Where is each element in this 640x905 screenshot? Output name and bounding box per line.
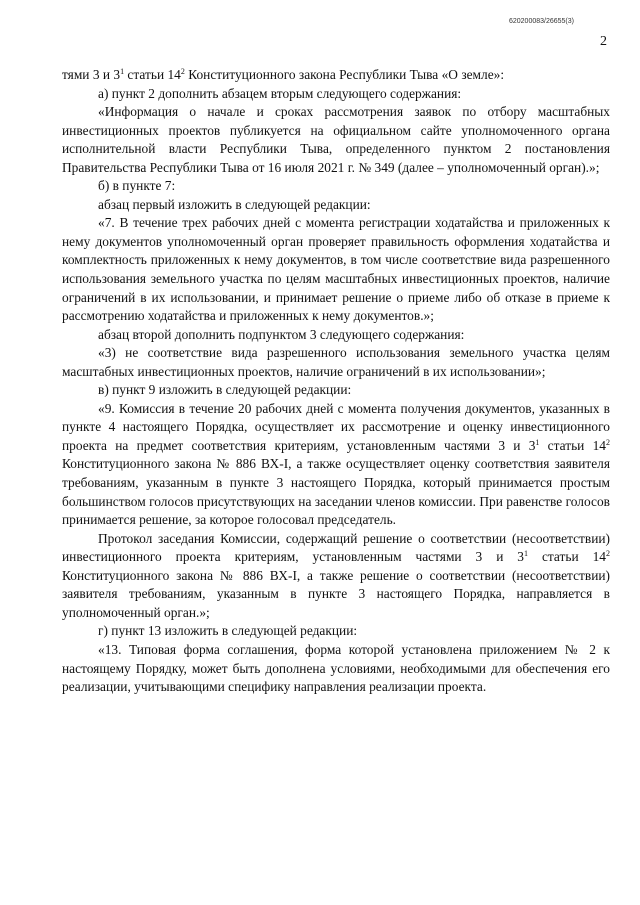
paragraph: «7. В течение трех рабочих дней с момента регистрации ходатайства и приложенных к нему документов уполномоченный орган проверяет правильность оформления ходатайства и комплектность приложенных к нему документов, в том числе соответствие вида разрешенного использования земельного участка по целям масштабных инвестиционных проектов, наличие ограничений в их использовании, и принимает решение о приеме либо об отказе в приеме к рассмотрению ходатайства и приложенных к нему документов.»; <box>62 215 610 324</box>
document-id: 620200083/26655(3) <box>508 18 574 25</box>
superscript: 1 <box>120 67 125 76</box>
superscript: 2 <box>606 437 610 447</box>
paragraph: абзац второй дополнить подпунктом 3 следующего содержания: <box>98 326 465 342</box>
paragraph: абзац первый изложить в следующей редакции: <box>98 196 371 212</box>
superscript: 1 <box>535 437 540 447</box>
paragraph: тями 3 и $3^1$ статьи $14^2$ Конституционного закона Республики Тыва «О земле»: <box>62 67 505 82</box>
superscript: 2 <box>605 549 610 559</box>
paragraph: «Информация о начале и сроках рассмотрения заявок по отбору масштабных инвестиционных проектов публикуется на официальном сайте уполномоченного органа исполнительной власти Республики Тыва, определенного пунктом 2 постановления Правительства Республики Тыва от 16 июля 2021 г. № 349 (далее – уполномоченный орган).»; <box>62 104 610 175</box>
document-body <box>62 66 610 697</box>
paragraph: в) пункт 9 изложить в следующей редакции: <box>98 382 352 398</box>
paragraph: Протокол заседания Комиссии, содержащий решение о соответствии (несоответствии) инвестиционного проекта критериям, установленным частями 3 и $3^1$ статьи $14^2$ Конституционного закона № 886 ВХ-I, а также решение о соответствии (несоответствии) заявителя требованиям, указанным в пункте 3 настоящего Порядка, направляется в уполномоченный орган.»; <box>62 530 610 620</box>
paragraph: «9. Комиссия в течение 20 рабочих дней с момента получения документов, указанных в пункте 4 настоящего Порядка, осуществляет их рассмотрение и оценку инвестиционного проекта на предмет соответствия критериям, установленным частями 3 и $3^1$ статьи $14^2$ Конституционного закона № 886 ВХ-I, а также осуществляет оценку соответствия заявителя требованиям, указанным в пункте 3 настоящего Порядка, который принимается простым большинством голосов присутствующих на заседании членов комиссии. При равенстве голосов принимается решение, за которое голосовал председатель. <box>62 400 610 528</box>
paragraph: б) в пункте 7: <box>98 178 176 194</box>
paragraph: а) пункт 2 дополнить абзацем вторым следующего содержания: <box>98 85 462 101</box>
superscript: 2 <box>180 67 185 76</box>
page-number: 2 <box>600 34 607 49</box>
paragraph: г) пункт 13 изложить в следующей редакции: <box>98 623 358 639</box>
paragraph: «13. Типовая форма соглашения, форма которой установлена приложением № 2 к настоящему Порядку, может быть дополнена условиями, необходимыми для обеспечения его реализации, учитывающими специфику направления реализации проекта. <box>62 641 610 695</box>
superscript: 1 <box>524 549 529 559</box>
paragraph: «3) не соответствие вида разрешенного использования земельного участка целям масштабных инвестиционных проектов, наличие ограничений в их использовании»; <box>62 345 610 379</box>
